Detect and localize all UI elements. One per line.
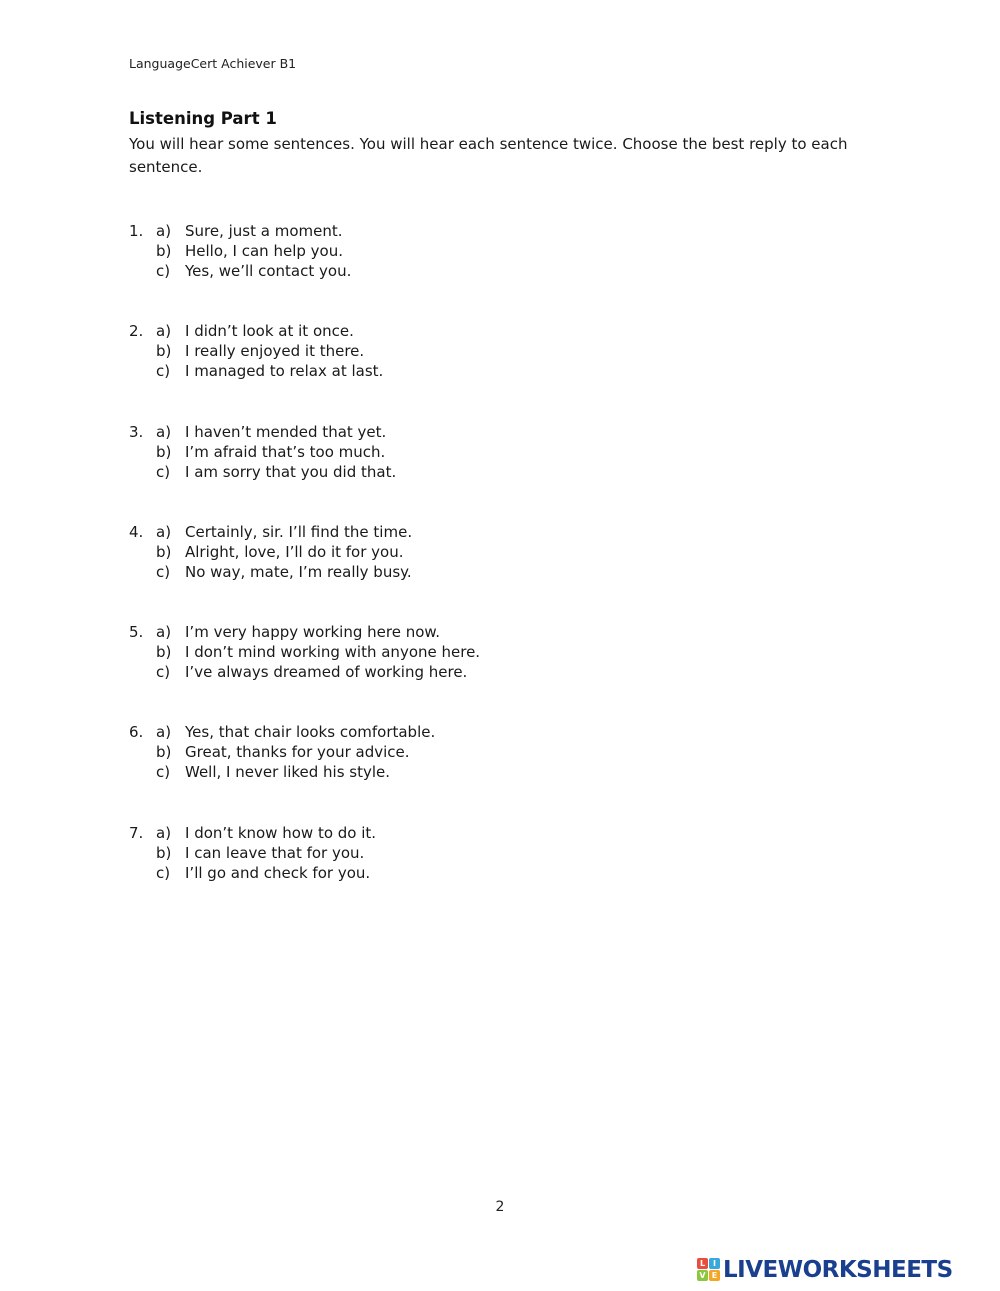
option-letter: b) — [156, 342, 172, 361]
question-6 — [129, 722, 829, 822]
option-text: I don’t mind working with anyone here. — [185, 643, 481, 662]
option-7c[interactable] — [129, 863, 829, 883]
option-6c[interactable] — [129, 762, 829, 782]
option-letter: a) — [156, 222, 172, 240]
option-5b[interactable] — [129, 642, 829, 662]
logo-cubes-icon — [697, 1257, 721, 1283]
question-number: 1. — [129, 222, 144, 240]
option-text: Sure, just a moment. — [185, 222, 343, 240]
question-number: 5. — [129, 623, 144, 642]
option-5c[interactable] — [129, 662, 829, 682]
option-letter: a) — [156, 723, 172, 742]
option-text: Yes, that chair looks comfortable. — [185, 723, 436, 742]
option-2c[interactable] — [129, 361, 829, 381]
question-7 — [129, 823, 829, 923]
option-7b[interactable] — [129, 843, 829, 863]
document-header: LanguageCert Achiever B1 — [129, 56, 297, 71]
option-letter: a) — [156, 623, 172, 642]
question-2 — [129, 321, 829, 421]
option-letter: c) — [156, 863, 171, 882]
logo-cube: V — [697, 1270, 708, 1281]
option-text: Well, I never liked his style. — [185, 763, 391, 782]
option-6a[interactable] — [129, 722, 829, 742]
option-letter: b) — [156, 743, 172, 762]
option-2a[interactable] — [129, 321, 829, 341]
option-text: I really enjoyed it there. — [185, 342, 365, 361]
option-2b[interactable] — [129, 341, 829, 361]
question-3 — [129, 422, 829, 522]
question-number: 6. — [129, 723, 144, 742]
question-4 — [129, 522, 829, 622]
option-text: I can leave that for you. — [185, 843, 365, 862]
question-number: 4. — [129, 522, 144, 541]
option-letter: b) — [156, 843, 172, 862]
section-instructions: You will hear some sentences. You will hear each sentence twice. Choose the best reply to each sentence. — [129, 135, 848, 176]
liveworksheets-logo — [697, 1254, 953, 1286]
option-text: I am sorry that you did that. — [185, 462, 397, 481]
option-7a[interactable] — [129, 823, 829, 843]
option-6b[interactable] — [129, 742, 829, 762]
option-letter: b) — [156, 542, 172, 561]
option-3c[interactable] — [129, 462, 829, 482]
logo-cube: E — [709, 1270, 720, 1281]
option-letter: c) — [156, 763, 171, 782]
option-text: Hello, I can help you. — [185, 242, 343, 260]
option-text: Alright, love, I’ll do it for you. — [185, 542, 404, 561]
question-5 — [129, 622, 829, 722]
option-letter: a) — [156, 522, 172, 541]
option-text: I’ll go and check for you. — [185, 863, 371, 882]
option-letter: b) — [156, 242, 172, 260]
option-text: I don’t know how to do it. — [185, 823, 377, 842]
page-number: 2 — [495, 1199, 505, 1215]
option-4c[interactable] — [129, 562, 829, 582]
option-5a[interactable] — [129, 622, 829, 642]
option-text: Certainly, sir. I’ll find the time. — [185, 522, 413, 541]
option-1c[interactable] — [129, 261, 829, 281]
option-3b[interactable] — [129, 442, 829, 462]
option-letter: c) — [156, 663, 171, 682]
question-number: 3. — [129, 422, 144, 441]
option-1a[interactable] — [129, 221, 829, 241]
option-4a[interactable] — [129, 522, 829, 542]
option-text: I’ve always dreamed of working here. — [185, 663, 468, 682]
option-text: I managed to relax at last. — [185, 362, 384, 381]
option-text: I didn’t look at it once. — [185, 322, 354, 341]
option-letter: c) — [156, 262, 171, 280]
option-letter: a) — [156, 422, 172, 441]
question-number: 2. — [129, 322, 144, 341]
logo-cube: L — [697, 1258, 708, 1269]
option-letter: a) — [156, 322, 172, 341]
option-text: No way, mate, I’m really busy. — [185, 562, 412, 581]
option-text: I’m afraid that’s too much. — [185, 442, 386, 461]
option-3a[interactable] — [129, 422, 829, 442]
option-letter: b) — [156, 442, 172, 461]
option-letter: c) — [156, 362, 171, 381]
logo-text: LIVEWORKSHEETS — [723, 1257, 953, 1283]
option-text: Great, thanks for your advice. — [185, 743, 410, 762]
question-number: 7. — [129, 823, 144, 842]
option-1b[interactable] — [129, 241, 829, 261]
option-4b[interactable] — [129, 542, 829, 562]
section-title: Listening Part 1 — [129, 109, 277, 128]
option-letter: b) — [156, 643, 172, 662]
option-text: Yes, we’ll contact you. — [185, 262, 352, 280]
question-list — [129, 221, 829, 923]
option-text: I’m very happy working here now. — [185, 623, 441, 642]
option-letter: c) — [156, 562, 171, 581]
question-1 — [129, 221, 829, 321]
option-letter: a) — [156, 823, 172, 842]
option-letter: c) — [156, 462, 171, 481]
logo-cube: I — [709, 1258, 720, 1269]
option-text: I haven’t mended that yet. — [185, 422, 387, 441]
